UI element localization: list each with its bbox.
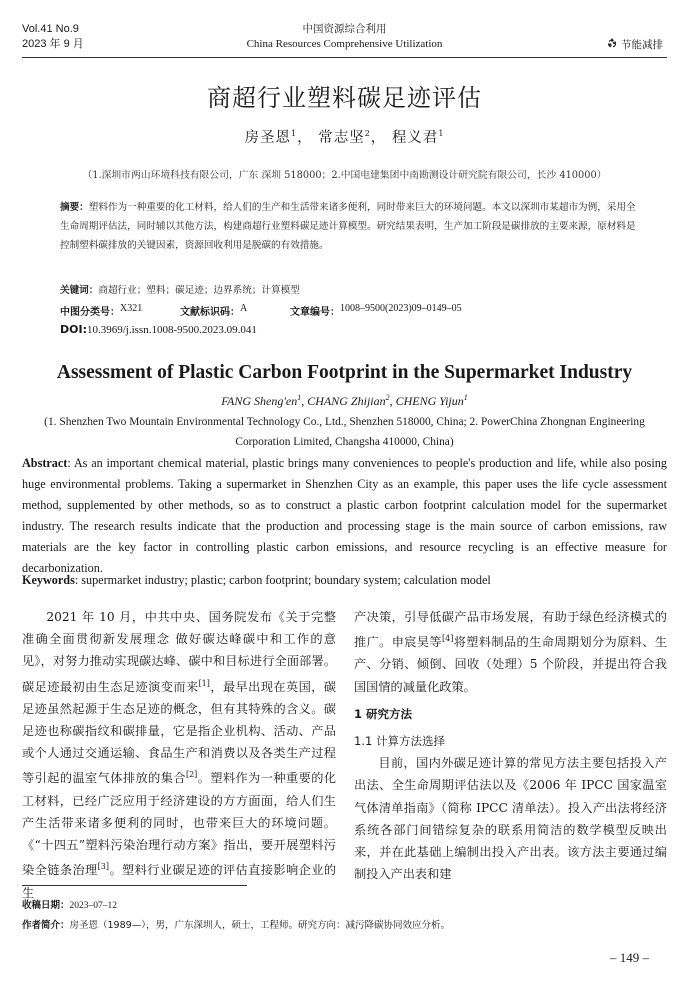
body-paragraph xyxy=(354,606,667,698)
doc-code-value: A xyxy=(240,303,248,314)
abstract-en-label: Abstract xyxy=(22,456,68,470)
abstract-en xyxy=(22,453,667,579)
author-list-cn: 房圣恩$^1$， 常志坚$^2$， 程义君$^1$ xyxy=(244,129,445,146)
citation-ref[interactable]: [4] xyxy=(441,634,454,644)
received-date xyxy=(22,897,117,911)
abstract-en-text: : As an important chemical material, plastic brings many conveniences to people's production and life, while also posing huge environmental problems. Taking a supermarket in Shenzhen City as an example, this paper uses the life cycle assessment method, supplemented by other methods, so as to construct a plastic carbon footprint calculation model for the supermarket industry. The research results indicate that the production and processing stage is the main source of carbon emissions, raw materials are the key factor in controlling plastic carbon emissions, and resource recycling is an effective measure for decarbonization. xyxy=(22,456,667,575)
body-text: 产决策，引导低碳产品市场发展，有助于绿色经济模式的推广。申宸昊等 xyxy=(354,610,667,650)
page-number: – 149 – xyxy=(610,950,649,965)
doc-code-label: 文献标识码： xyxy=(180,307,240,318)
abstract-cn-label: 摘要： xyxy=(60,202,89,213)
body-text: 。塑料行业碳足迹的评估直接影响企业的生 xyxy=(22,863,337,900)
abstract-cn-text: 塑料作为一种重要的化工材料，给人们的生产和生活带来诸多便利，同时带来巨大的环境问题。本文以深圳市某超市为例，采用全生命周期评估法，同时辅以其他方法，构建商超行业塑料碳足迹计算模型。研究结果表明，生产加工阶段是碳排放的主要来源，原材料是控制塑料碳排放的关键因素，资源回收利用是脱碳的有效措施。 xyxy=(60,202,636,251)
recycle-icon xyxy=(606,37,618,52)
clc-label: 中图分类号： xyxy=(60,307,120,318)
keywords-en-label: Keywords xyxy=(22,573,75,587)
keywords-cn xyxy=(60,282,300,296)
body-column-left xyxy=(22,606,336,904)
body-text: 。塑料作为一种重要的化工材料，已经广泛应用于经济建设的方方面面，给人们生产生活带来诸多便利的同时，也带来巨大的环境问题。《“十四五”塑料污染治理行动方案》指出，要开展塑料污染全链条治理 xyxy=(22,771,337,878)
author-affil-mark: 1 xyxy=(463,393,468,402)
author-bio-label: 作者简介： xyxy=(22,920,70,931)
doi-label: DOI: xyxy=(60,323,87,336)
article-number-value: 1008–9500(2023)09–0149–05 xyxy=(340,303,462,314)
affiliation-en xyxy=(30,412,659,452)
author-affil-mark: 1 xyxy=(291,129,298,139)
citation-ref[interactable]: [2] xyxy=(185,770,198,780)
citation-ref[interactable]: [1] xyxy=(198,678,210,688)
issue-date: 2023 年 9 月 xyxy=(22,38,84,50)
article-number-label: 文章编号： xyxy=(290,307,340,318)
keywords-cn-label: 关键词： xyxy=(60,285,99,296)
section-tag-label: 节能减排 xyxy=(621,39,663,51)
author-name: 程义君 xyxy=(391,130,439,146)
journal-name xyxy=(0,22,689,52)
author-name-en: CHENG Yijun xyxy=(395,394,464,408)
author-name-en: CHANG Zhijian xyxy=(307,394,386,408)
paper-title-en: Assessment of Plastic Carbon Footprint in the Supermarket Industry xyxy=(56,362,633,383)
affiliation-cn: （1.深圳市两山环境科技有限公司，广东 深圳 518000；2.中国电建集团中南勘测设计研究院有限公司，长沙 410000） xyxy=(82,170,607,181)
body-column-right xyxy=(354,606,667,886)
section-heading: 1 研究方法 xyxy=(354,706,413,721)
received-date-value: 2023–07–12 xyxy=(69,901,118,911)
body-paragraph: 目前，国内外碳足迹计算的常见方法主要包括投入产出法、全生命周期评估法以及《2006 年 IPCC 国家温室气体清单指南》（简称 IPCC 清单法）。投入产出法将经济系统各部门间错综复杂的联系用简洁的数学模型反映出来，并在此基础上编制出投入产出表。该方法主要通过编制投入产出表和建 xyxy=(354,756,667,882)
body-text: 将塑料制品的生命周期划分为原料、生产、分销、倾倒、回收（处理）5 个阶段，并提出符合我国国情的减量化政策。 xyxy=(354,635,668,694)
journal-name-cn: 中国资源综合利用 xyxy=(302,23,387,35)
author-bio-text: 房圣恩（1989—），男，广东深圳人，硕士，工程师。研究方向：减污降碳协同效应分析。 xyxy=(69,920,450,931)
author-list-en: FANG $Sheng'en^1$, CHANG Zhijian$^2$, CHENG Yijun$^1$ xyxy=(221,393,468,408)
abstract-cn xyxy=(60,198,640,255)
paper-title-cn: 商超行业塑料碳足迹评估 xyxy=(207,84,482,112)
body-text: 2021 年 10 月，中共中央、国务院发布《关于完整准确全面贯彻新发展理念 做好碳达峰碳中和工作的意见》，对努力推动实现碳达峰、碳中和目标进行全面部署。碳足迹最初由生态足迹演变而来 xyxy=(22,610,336,694)
author-name: 房圣恩 xyxy=(244,130,291,146)
section-tag xyxy=(606,37,663,52)
classification-line xyxy=(60,303,462,318)
keywords-en xyxy=(22,573,491,588)
affiliation-en-line: Corporation Limited, Changsha 410000, China) xyxy=(235,436,454,448)
clc-value: X321 xyxy=(120,303,143,314)
keywords-en-text: : supermarket industry; plastic; carbon footprint; boundary system; calculation model xyxy=(74,573,491,587)
footnote-rule xyxy=(22,885,247,886)
author-affil-mark: 1 xyxy=(438,129,445,139)
keywords-cn-text: 商超行业；塑料；碳足迹；边界系统；计算模型 xyxy=(98,285,300,296)
citation-ref[interactable]: [3] xyxy=(97,862,110,872)
author-name-en: FANG Sheng'en xyxy=(221,394,298,408)
body-paragraph xyxy=(22,606,336,904)
author-bio xyxy=(22,917,450,931)
doi xyxy=(60,323,257,336)
header-rule xyxy=(22,57,667,58)
doi-value[interactable]: 10.3969/j.issn.1008-9500.2023.09.041 xyxy=(86,324,257,336)
author-name: 常志坚 xyxy=(318,130,365,146)
journal-name-en: China Resources Comprehensive Utilization xyxy=(246,38,443,50)
author-affil-mark: 2 xyxy=(364,129,371,139)
affiliation-en-line: (1. Shenzhen Two Mountain Environmental Technology Co., Ltd., Shenzhen 518000, China; 2. PowerChina Zhongnan Engineering xyxy=(44,416,645,428)
author-affil-mark: 2 xyxy=(385,393,390,402)
author-affil-mark: 1 xyxy=(297,393,302,402)
body-text: ，最早出现在英国，碳足迹虽然起源于生态足迹的概念，但有其特殊的含义。碳足迹也称碳指纹和碳排量，它是指企业机构、活动、产品或个人通过交通运输、食品生产和消费以及各类生产过程等引起的温室气体排放的集合 xyxy=(22,679,337,786)
subsection-heading: 1.1 计算方法选择 xyxy=(354,734,445,749)
volume-number: Vol.41 No.9 xyxy=(22,23,79,35)
received-date-label: 收稿日期： xyxy=(22,900,70,911)
